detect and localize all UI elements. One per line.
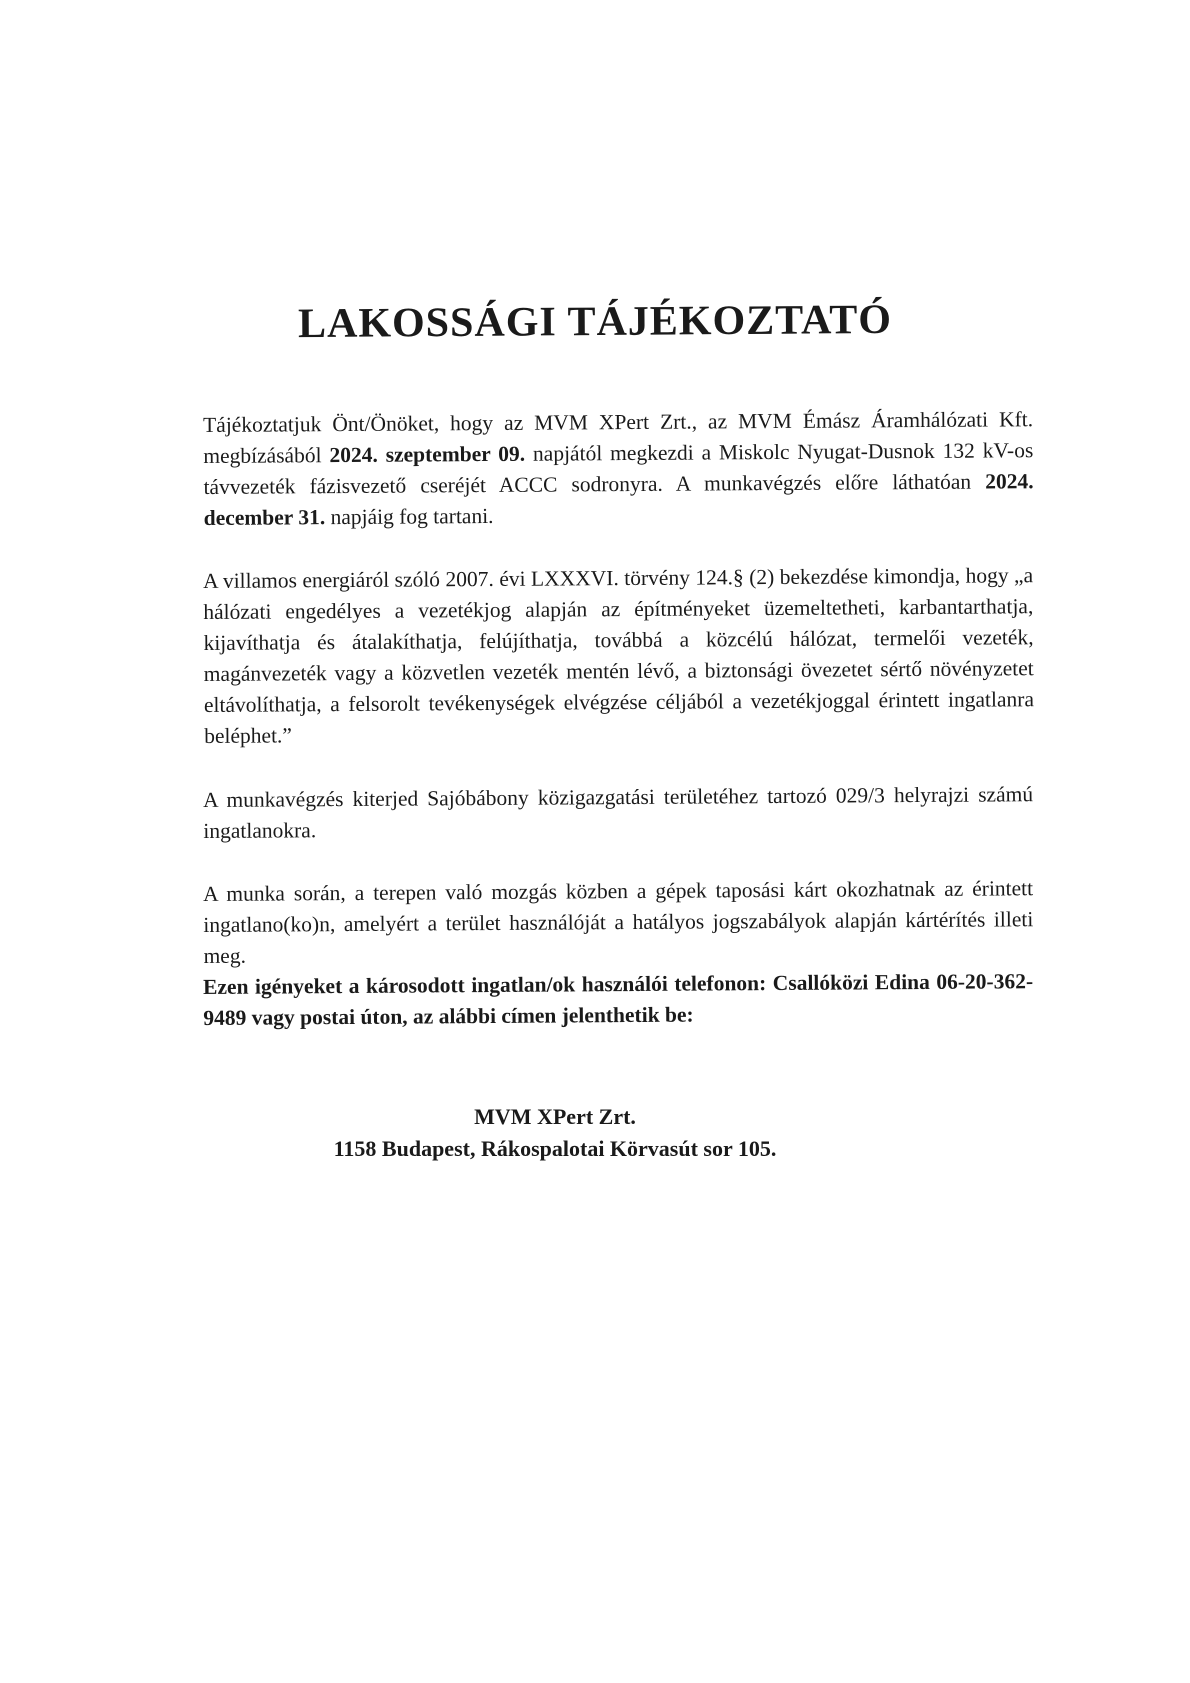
intro-text-3: napjáig fog tartani. (325, 503, 494, 530)
paragraph-law-quote: A villamos energiáról szóló 2007. évi LXXXVI. törvény 124.§ (2) bekezdése kimondja, hogy „a hálózati engedélyes a vezetékjog alapján az építményeket üzemeltetheti, karbantarthatja, kijavíthatja és átalakíthatja, felújíthatja, továbbá a közcélú hálózat, termelői vezeték, magánvezeték vagy a közvetlen vezeték mentén lévő, a biztonsági övezetet sértő növényzetet eltávolíthatja, a felsorolt tevékenységek elvégzése céljából a vezetékjoggal érintett ingatlanra beléphet.” (203, 563, 1035, 748)
end-date: 2024. december 31. (203, 469, 1034, 530)
paragraph-damage: A munka során, a terepen való mozgás közben a gépek taposási kárt okozhatnak az érintett ingatlano(ko)n, amelyért a terület használóját a hatályos jogszabályok alapján kártérítés illeti meg. (203, 876, 1034, 968)
intro-text-1: Tájékoztatjuk Önt/Önöket, hogy az MVM XPert Zrt., az MVM Émász Áramhálózati Kft. megbízásából (203, 407, 1034, 468)
document-title: LAKOSSÁGI TÁJÉKOZTATÓ (297, 296, 893, 348)
paragraph-contact: Ezen igényeket a károsodott ingatlan/ok használói telefonon: Csallóközi Edina 06-20-362-9489 vagy postai úton, az alábbi címen jelenthetik be: (203, 969, 1034, 1030)
address-company: MVM XPert Zrt. (474, 1104, 636, 1129)
intro-text-2: napjától megkezdi a Miskolc Nyugat-Dusnok 132 kV-os távvezeték fázisvezető cseréjét ACCC sodronyra. A munkavégzés előre láthatóan (203, 438, 1034, 499)
start-date: 2024. szeptember 09. (329, 441, 526, 468)
paragraph-intro (203, 404, 1034, 534)
address-street: 1158 Budapest, Rákospalotai Körvasút sor 105. (333, 1136, 777, 1161)
paragraph-scope: A munkavégzés kiterjed Sajóbábony közigazgatási területéhez tartozó 029/3 helyrajzi számú ingatlanokra. (203, 782, 1034, 843)
